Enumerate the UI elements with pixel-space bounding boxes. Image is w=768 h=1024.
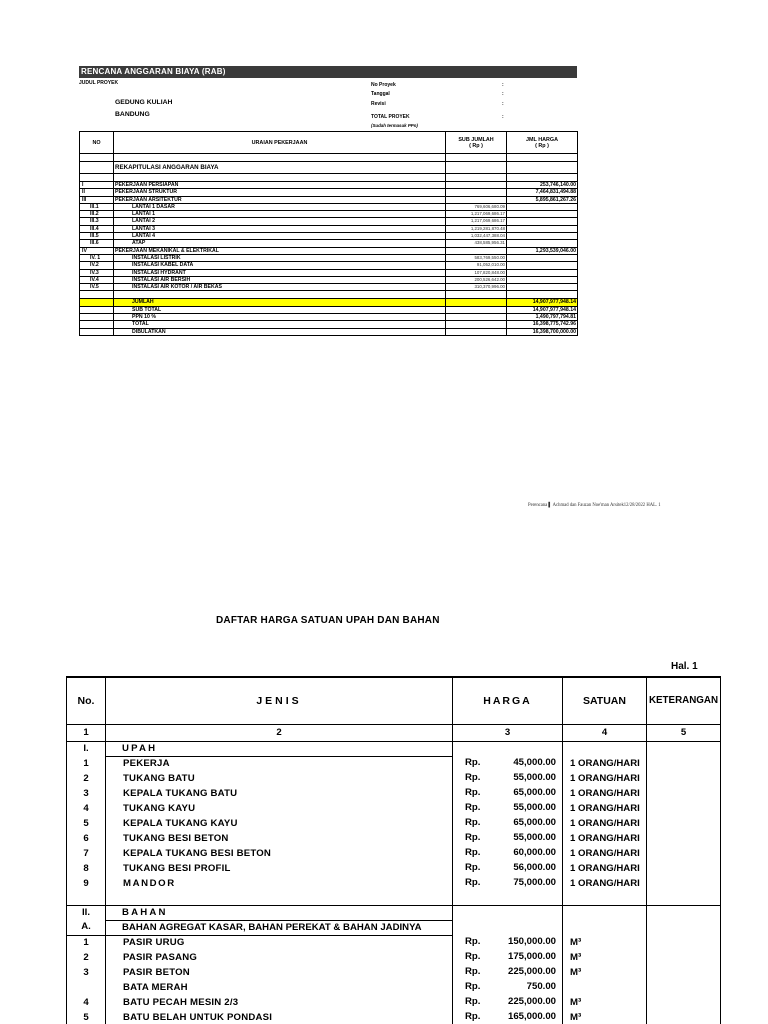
currency-label: Rp. bbox=[465, 817, 481, 828]
row-number: IV.2 bbox=[80, 262, 114, 269]
item-number: 4 bbox=[67, 801, 106, 816]
row-sub-jumlah: 310,370,996.00 bbox=[446, 284, 507, 291]
item-unit: 1 ORANG/HARI bbox=[563, 816, 647, 831]
row-description: PEKERJAAN STRUKTUR bbox=[114, 189, 446, 196]
meta-label: Tanggal bbox=[371, 91, 390, 97]
summary-spacer bbox=[80, 299, 114, 306]
price-row bbox=[67, 935, 721, 950]
item-keterangan bbox=[647, 965, 721, 980]
row-description: LANTAI 4 bbox=[114, 233, 446, 240]
row-number: III bbox=[80, 196, 114, 203]
item-unit: 1 ORANG/HARI bbox=[563, 876, 647, 891]
price-row bbox=[67, 1010, 721, 1024]
row-number: III.5 bbox=[80, 233, 114, 240]
item-name: TUKANG KAYU bbox=[106, 801, 453, 816]
item-number: 9 bbox=[67, 876, 106, 891]
rab-row bbox=[80, 233, 578, 240]
empty-cell bbox=[563, 920, 647, 935]
price-value: 65,000.00 bbox=[513, 787, 556, 798]
rab-row bbox=[80, 262, 578, 269]
group-number: A. bbox=[67, 920, 106, 935]
row-jml-harga: 7,464,831,494.88 bbox=[507, 189, 578, 196]
item-keterangan bbox=[647, 771, 721, 786]
row-jml-harga bbox=[507, 254, 578, 261]
row-jml-harga: 5,895,861,267.26 bbox=[507, 196, 578, 203]
item-name: BATA MERAH bbox=[106, 980, 453, 995]
section-row bbox=[67, 905, 721, 920]
price-value: 225,000.00 bbox=[507, 966, 556, 977]
price-row bbox=[67, 995, 721, 1010]
item-price bbox=[453, 801, 563, 816]
item-name: PASIR URUG bbox=[106, 935, 453, 950]
currency-label: Rp. bbox=[465, 951, 481, 962]
empty-cell bbox=[453, 741, 563, 756]
price-value: 55,000.00 bbox=[513, 772, 556, 783]
item-unit bbox=[563, 980, 647, 995]
currency-label: Rp. bbox=[465, 936, 481, 947]
row-sub-jumlah: 1,219,281,870.48 bbox=[446, 225, 507, 232]
price-row bbox=[67, 965, 721, 980]
row-jml-harga bbox=[507, 284, 578, 291]
judul-proyek-label: JUDUL PROYEK bbox=[79, 80, 119, 86]
sub-jumlah-unit: ( Rp ) bbox=[469, 142, 483, 149]
item-name: PASIR PASANG bbox=[106, 950, 453, 965]
row-sub-jumlah bbox=[446, 247, 507, 254]
item-price bbox=[453, 965, 563, 980]
item-unit: 1 ORANG/HARI bbox=[563, 786, 647, 801]
row-sub-jumlah bbox=[446, 196, 507, 203]
row-jml-harga bbox=[507, 203, 578, 210]
item-price bbox=[453, 771, 563, 786]
item-number: 2 bbox=[67, 950, 106, 965]
row-number: IV. 1 bbox=[80, 254, 114, 261]
item-name: TUKANG BESI BETON bbox=[106, 831, 453, 846]
row-jml-harga bbox=[507, 218, 578, 225]
price-value: 225,000.00 bbox=[507, 996, 556, 1007]
item-price bbox=[453, 980, 563, 995]
spacer-row bbox=[67, 891, 721, 905]
price-row bbox=[67, 980, 721, 995]
section-title: BAHAN bbox=[106, 905, 453, 920]
daftar-title: DAFTAR HARGA SATUAN UPAH DAN BAHAN bbox=[216, 615, 440, 626]
currency-label: Rp. bbox=[465, 877, 481, 888]
sub-jumlah-label: SUB JUMLAH bbox=[458, 136, 494, 143]
currency-label: Rp. bbox=[465, 772, 481, 783]
rab-row bbox=[80, 269, 578, 276]
price-row bbox=[67, 950, 721, 965]
row-number: I bbox=[80, 182, 114, 189]
rab-row bbox=[80, 196, 578, 203]
summary-total: 16,398,775,742.96 bbox=[507, 321, 578, 328]
price-value: 45,000.00 bbox=[513, 757, 556, 768]
summary-label: JUMLAH bbox=[114, 299, 446, 306]
rab-row bbox=[80, 211, 578, 218]
price-value: 165,000.00 bbox=[507, 1011, 556, 1022]
price-row bbox=[67, 786, 721, 801]
empty-cell bbox=[647, 920, 721, 935]
col-header-uraian: URAIAN PEKERJAAN bbox=[114, 132, 446, 154]
meta-label: Revisi bbox=[371, 101, 386, 107]
row-jml-harga bbox=[507, 240, 578, 247]
summary-spacer bbox=[80, 321, 114, 328]
price-value: 150,000.00 bbox=[507, 936, 556, 947]
empty-cell bbox=[563, 741, 647, 756]
summary-row bbox=[80, 321, 578, 328]
summary-row bbox=[80, 299, 578, 306]
item-name: PEKERJA bbox=[106, 756, 453, 771]
row-jml-harga bbox=[507, 233, 578, 240]
item-price bbox=[453, 1010, 563, 1024]
row-description: LANTAI 3 bbox=[114, 225, 446, 232]
summary-total: 16,398,700,000.00 bbox=[507, 328, 578, 335]
currency-label: Rp. bbox=[465, 966, 481, 977]
price-value: 60,000.00 bbox=[513, 847, 556, 858]
item-unit: 1 ORANG/HARI bbox=[563, 846, 647, 861]
price-row bbox=[67, 771, 721, 786]
row-sub-jumlah: 583,769,550.00 bbox=[446, 254, 507, 261]
row-description: LANTAI 1 DASAR bbox=[114, 203, 446, 210]
project-location: BANDUNG bbox=[115, 111, 150, 118]
col-number: 1 bbox=[67, 724, 106, 741]
row-sub-jumlah: 1,217,069,686.17 bbox=[446, 211, 507, 218]
row-description: PEKERJAAN ARSITEKTUR bbox=[114, 196, 446, 203]
item-number: 1 bbox=[67, 756, 106, 771]
summary-total: 1,490,797,794.81 bbox=[507, 314, 578, 321]
row-sub-jumlah: 769,606,680.09 bbox=[446, 203, 507, 210]
row-description: PEKERJAAN PERSIAPAN bbox=[114, 182, 446, 189]
summary-spacer bbox=[80, 306, 114, 313]
summary-spacer bbox=[80, 328, 114, 335]
summary-row bbox=[80, 314, 578, 321]
row-jml-harga: 1,293,539,046.00 bbox=[507, 247, 578, 254]
empty-cell bbox=[647, 741, 721, 756]
row-number: IV.3 bbox=[80, 269, 114, 276]
jml-harga-label: JML HARGA bbox=[526, 136, 558, 143]
price-value: 65,000.00 bbox=[513, 817, 556, 828]
item-keterangan bbox=[647, 816, 721, 831]
item-price bbox=[453, 816, 563, 831]
item-price bbox=[453, 831, 563, 846]
col-header-no: NO bbox=[80, 132, 114, 154]
currency-label: Rp. bbox=[465, 847, 481, 858]
row-description: INSTALASI AIR KOTOR / AIR BEKAS bbox=[114, 284, 446, 291]
row-description: INSTALASI LISTRIK bbox=[114, 254, 446, 261]
rab-row bbox=[80, 284, 578, 291]
price-value: 750.00 bbox=[526, 981, 556, 992]
col-number: 2 bbox=[106, 724, 453, 741]
row-sub-jumlah: 438,585,956.31 bbox=[446, 240, 507, 247]
item-unit: M³ bbox=[563, 950, 647, 965]
item-price bbox=[453, 876, 563, 891]
item-keterangan bbox=[647, 980, 721, 995]
item-keterangan bbox=[647, 995, 721, 1010]
project-name: GEDUNG KULIAH bbox=[115, 99, 173, 106]
currency-label: Rp. bbox=[465, 981, 481, 992]
item-name: PASIR BETON bbox=[106, 965, 453, 980]
item-name: MANDOR bbox=[106, 876, 453, 891]
spacer-row bbox=[80, 291, 578, 299]
item-keterangan bbox=[647, 935, 721, 950]
row-jml-harga bbox=[507, 276, 578, 283]
summary-label: PPN 10 % bbox=[114, 314, 446, 321]
row-number: III.4 bbox=[80, 225, 114, 232]
currency-label: Rp. bbox=[465, 996, 481, 1007]
row-number: IV.5 bbox=[80, 284, 114, 291]
group-row bbox=[67, 920, 721, 935]
section-number: II. bbox=[67, 905, 106, 920]
item-unit: 1 ORANG/HARI bbox=[563, 801, 647, 816]
currency-label: Rp. bbox=[465, 802, 481, 813]
price-row bbox=[67, 861, 721, 876]
rab-row bbox=[80, 218, 578, 225]
item-unit: M³ bbox=[563, 965, 647, 980]
item-keterangan bbox=[647, 756, 721, 771]
row-number: II bbox=[80, 189, 114, 196]
rab-row bbox=[80, 203, 578, 210]
item-unit: M³ bbox=[563, 935, 647, 950]
item-keterangan bbox=[647, 861, 721, 876]
row-number: III.6 bbox=[80, 240, 114, 247]
row-jml-harga bbox=[507, 269, 578, 276]
item-name: TUKANG BESI PROFIL bbox=[106, 861, 453, 876]
meta-label: No Proyek bbox=[371, 82, 396, 88]
section-number: I. bbox=[67, 741, 106, 756]
item-unit: 1 ORANG/HARI bbox=[563, 756, 647, 771]
row-jml-harga bbox=[507, 211, 578, 218]
row-number: IV bbox=[80, 247, 114, 254]
item-name: KEPALA TUKANG BESI BETON bbox=[106, 846, 453, 861]
item-name: BATU PECAH MESIN 2/3 bbox=[106, 995, 453, 1010]
rab-row bbox=[80, 225, 578, 232]
currency-label: Rp. bbox=[465, 832, 481, 843]
summary-sub bbox=[446, 299, 507, 306]
item-name: BATU BELAH UNTUK PONDASI bbox=[106, 1010, 453, 1024]
section-row bbox=[67, 741, 721, 756]
summary-sub bbox=[446, 306, 507, 313]
group-title: BAHAN AGREGAT KASAR, BAHAN PEREKAT & BAHAN JADINYA bbox=[106, 920, 453, 935]
item-price bbox=[453, 786, 563, 801]
currency-label: Rp. bbox=[465, 862, 481, 873]
col-number: 3 bbox=[453, 724, 563, 741]
currency-label: Rp. bbox=[465, 787, 481, 798]
rab-table bbox=[79, 131, 578, 336]
empty-cell bbox=[453, 920, 563, 935]
price-value: 75,000.00 bbox=[513, 877, 556, 888]
row-description: LANTAI 2 bbox=[114, 218, 446, 225]
rab-row bbox=[80, 182, 578, 189]
item-price bbox=[453, 950, 563, 965]
row-description: PEKERJAAN MEKANIKAL & ELEKTRIKAL bbox=[114, 247, 446, 254]
summary-sub bbox=[446, 314, 507, 321]
summary-spacer bbox=[80, 314, 114, 321]
row-sub-jumlah: 1,032,447,388.04 bbox=[446, 233, 507, 240]
col-number: 5 bbox=[647, 724, 721, 741]
item-price bbox=[453, 846, 563, 861]
item-number: 3 bbox=[67, 786, 106, 801]
item-price bbox=[453, 861, 563, 876]
row-sub-jumlah: 107,820,848.00 bbox=[446, 269, 507, 276]
row-sub-jumlah: 200,526,642.00 bbox=[446, 276, 507, 283]
item-unit: M³ bbox=[563, 1010, 647, 1024]
summary-label: TOTAL bbox=[114, 321, 446, 328]
price-value: 56,000.00 bbox=[513, 862, 556, 873]
row-jml-harga: 253,746,140.00 bbox=[507, 182, 578, 189]
rab-row bbox=[80, 247, 578, 254]
row-description: INSTALASI KABEL DATA bbox=[114, 262, 446, 269]
col-header-satuan: SATUAN bbox=[563, 677, 647, 724]
item-keterangan bbox=[647, 786, 721, 801]
row-description: INSTALASI AIR BERSIH bbox=[114, 276, 446, 283]
item-keterangan bbox=[647, 846, 721, 861]
price-row bbox=[67, 846, 721, 861]
item-number: 3 bbox=[67, 965, 106, 980]
row-number: IV.4 bbox=[80, 276, 114, 283]
item-number: 5 bbox=[67, 816, 106, 831]
item-keterangan bbox=[647, 950, 721, 965]
item-number: 1 bbox=[67, 935, 106, 950]
rab-row bbox=[80, 276, 578, 283]
price-value: 55,000.00 bbox=[513, 802, 556, 813]
col-header-jml-harga bbox=[507, 132, 578, 154]
meta-label: TOTAL PROYEK bbox=[371, 114, 410, 120]
footer-note: Perencana ▌ Achmad dan Fauzan Noe'man Arsitek12/28/2022 HAL. 1 bbox=[528, 503, 661, 508]
row-jml-harga bbox=[507, 225, 578, 232]
item-unit: 1 ORANG/HARI bbox=[563, 771, 647, 786]
price-row bbox=[67, 816, 721, 831]
col-header-no: No. bbox=[67, 677, 106, 724]
rekap-title: REKAPITULASI ANGGARAN BIAYA bbox=[114, 162, 446, 174]
empty-cell bbox=[453, 905, 563, 920]
item-name: KEPALA TUKANG KAYU bbox=[106, 816, 453, 831]
rab-row bbox=[80, 254, 578, 261]
row-sub-jumlah bbox=[446, 182, 507, 189]
row-sub-jumlah: 91,052,010.00 bbox=[446, 262, 507, 269]
item-number: 4 bbox=[67, 995, 106, 1010]
row-description: LANTAI 1 bbox=[114, 211, 446, 218]
meta-separator: : bbox=[502, 101, 504, 107]
summary-label: SUB TOTAL bbox=[114, 306, 446, 313]
currency-label: Rp. bbox=[465, 1011, 481, 1022]
meta-separator: : bbox=[502, 91, 504, 97]
summary-sub bbox=[446, 321, 507, 328]
page-number: Hal. 1 bbox=[671, 661, 698, 672]
item-name: TUKANG BATU bbox=[106, 771, 453, 786]
item-number: 8 bbox=[67, 861, 106, 876]
row-sub-jumlah: 1,217,069,686.17 bbox=[446, 218, 507, 225]
item-price bbox=[453, 995, 563, 1010]
row-sub-jumlah bbox=[446, 189, 507, 196]
item-unit: M³ bbox=[563, 995, 647, 1010]
item-price bbox=[453, 935, 563, 950]
row-description: ATAP bbox=[114, 240, 446, 247]
price-value: 175,000.00 bbox=[507, 951, 556, 962]
row-description: INSTALASI HYDRANT bbox=[114, 269, 446, 276]
col-number: 4 bbox=[563, 724, 647, 741]
price-value: 55,000.00 bbox=[513, 832, 556, 843]
summary-row bbox=[80, 328, 578, 335]
col-header-sub-jumlah bbox=[446, 132, 507, 154]
row-jml-harga bbox=[507, 262, 578, 269]
rab-row bbox=[80, 240, 578, 247]
item-keterangan bbox=[647, 1010, 721, 1024]
summary-sub bbox=[446, 328, 507, 335]
price-row bbox=[67, 876, 721, 891]
item-unit: 1 ORANG/HARI bbox=[563, 861, 647, 876]
meta-separator: : bbox=[502, 114, 504, 120]
item-keterangan bbox=[647, 831, 721, 846]
section-title: UPAH bbox=[106, 741, 453, 756]
empty-cell bbox=[563, 905, 647, 920]
empty-cell bbox=[647, 905, 721, 920]
col-header-keterangan: KETERANGAN bbox=[647, 677, 721, 724]
item-price bbox=[453, 756, 563, 771]
jml-harga-unit: ( Rp ) bbox=[535, 142, 549, 149]
item-number: 6 bbox=[67, 831, 106, 846]
price-row bbox=[67, 801, 721, 816]
row-number: III.2 bbox=[80, 211, 114, 218]
currency-label: Rp. bbox=[465, 757, 481, 768]
price-list-table bbox=[66, 676, 721, 1024]
summary-row bbox=[80, 306, 578, 313]
summary-total: 14,907,977,948.14 bbox=[507, 299, 578, 306]
summary-label: DIBULATKAN bbox=[114, 328, 446, 335]
col-header-jenis: JENIS bbox=[106, 677, 453, 724]
item-number bbox=[67, 980, 106, 995]
meta-separator: : bbox=[502, 82, 504, 88]
meta-note: (Sudah termasuk PPn) bbox=[371, 123, 418, 128]
rab-title-bar: RENCANA ANGGARAN BIAYA (RAB) bbox=[79, 66, 577, 78]
item-name: KEPALA TUKANG BATU bbox=[106, 786, 453, 801]
summary-total: 14,907,977,948.14 bbox=[507, 306, 578, 313]
item-number: 2 bbox=[67, 771, 106, 786]
item-number: 7 bbox=[67, 846, 106, 861]
item-keterangan bbox=[647, 801, 721, 816]
price-row bbox=[67, 831, 721, 846]
row-number: III.1 bbox=[80, 203, 114, 210]
item-unit: 1 ORANG/HARI bbox=[563, 831, 647, 846]
price-row bbox=[67, 756, 721, 771]
item-number: 5 bbox=[67, 1010, 106, 1024]
rab-row bbox=[80, 189, 578, 196]
col-header-harga: HARGA bbox=[453, 677, 563, 724]
item-keterangan bbox=[647, 876, 721, 891]
row-number: III.3 bbox=[80, 218, 114, 225]
